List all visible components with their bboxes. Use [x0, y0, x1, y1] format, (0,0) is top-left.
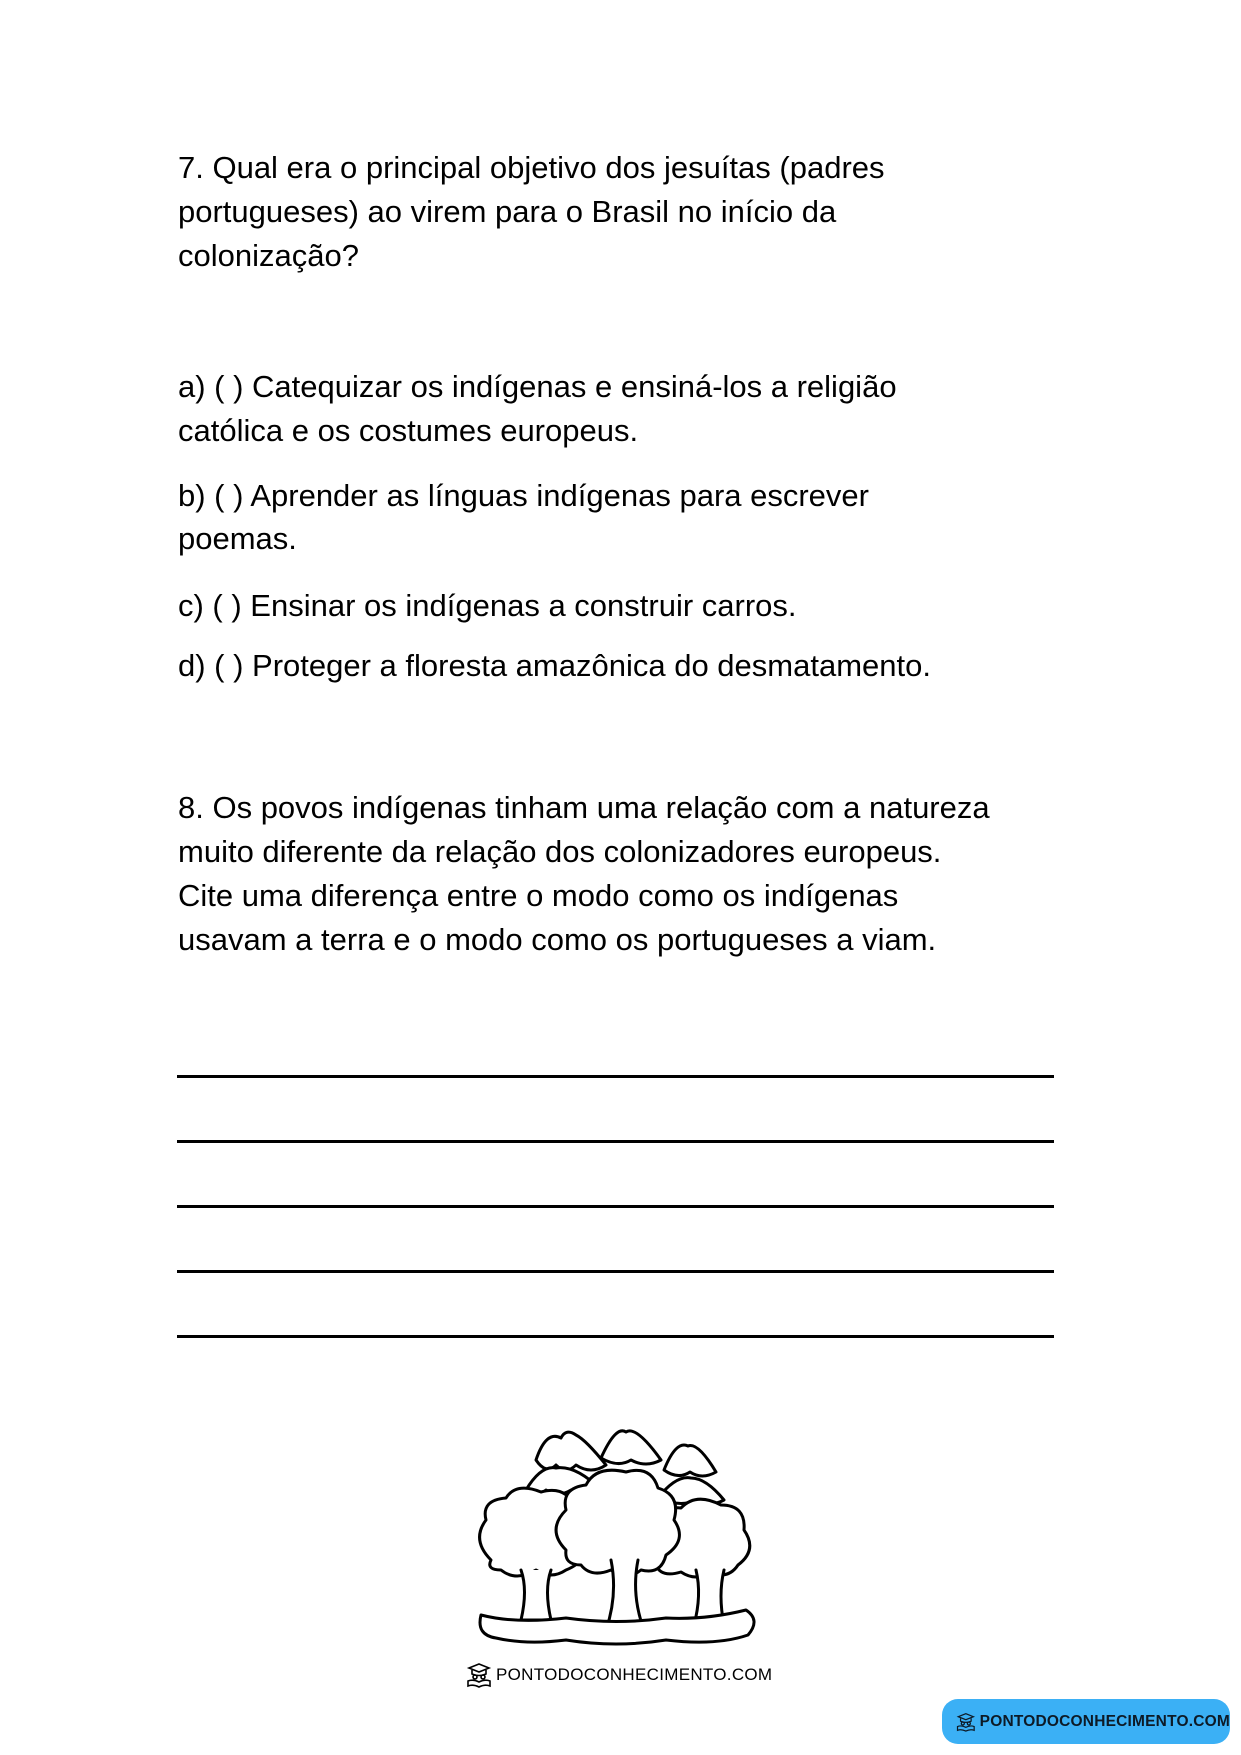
answer-line[interactable] — [177, 1335, 1054, 1338]
question-7-line: colonização? — [178, 238, 359, 273]
answer-line[interactable] — [177, 1205, 1054, 1208]
graduation-cap-book-icon — [466, 1662, 492, 1688]
answer-line[interactable] — [177, 1270, 1054, 1273]
credit-text: PONTODOCONHECIMENTO.COM — [496, 1665, 773, 1684]
option-d-line: d) ( ) Proteger a floresta amazônica do desmatamento. — [178, 648, 931, 683]
illustration-credit — [466, 1660, 772, 1690]
question-7-line: portugueses) ao virem para o Brasil no início da — [178, 194, 837, 229]
answer-line[interactable] — [177, 1075, 1054, 1078]
question-7-line: 7. Qual era o principal objetivo dos jesuítas (padres — [178, 150, 885, 185]
question-8-line: usavam a terra e o modo como os portugueses a viam. — [178, 922, 937, 957]
forest-trees-icon — [466, 1420, 766, 1660]
question-8-line: 8. Os povos indígenas tinham uma relação com a natureza — [178, 790, 990, 825]
question-8-line: muito diferente da relação dos colonizadores europeus. — [178, 834, 942, 869]
option-a-line: a) ( ) Catequizar os indígenas e ensiná-los a religião — [178, 369, 897, 404]
option-a-line: católica e os costumes europeus. — [178, 413, 639, 448]
site-badge[interactable] — [942, 1699, 1230, 1744]
option-c-line: c) ( ) Ensinar os indígenas a construir carros. — [178, 588, 797, 623]
option-b-line: poemas. — [178, 521, 297, 556]
graduation-cap-book-icon — [956, 1709, 976, 1735]
question-8-line: Cite uma diferença entre o modo como os indígenas — [178, 878, 899, 913]
answer-line[interactable] — [177, 1140, 1054, 1143]
badge-text: PONTODOCONHECIMENTO.COM — [979, 1712, 1230, 1730]
option-b-line: b) ( ) Aprender as línguas indígenas para escrever — [178, 478, 869, 513]
